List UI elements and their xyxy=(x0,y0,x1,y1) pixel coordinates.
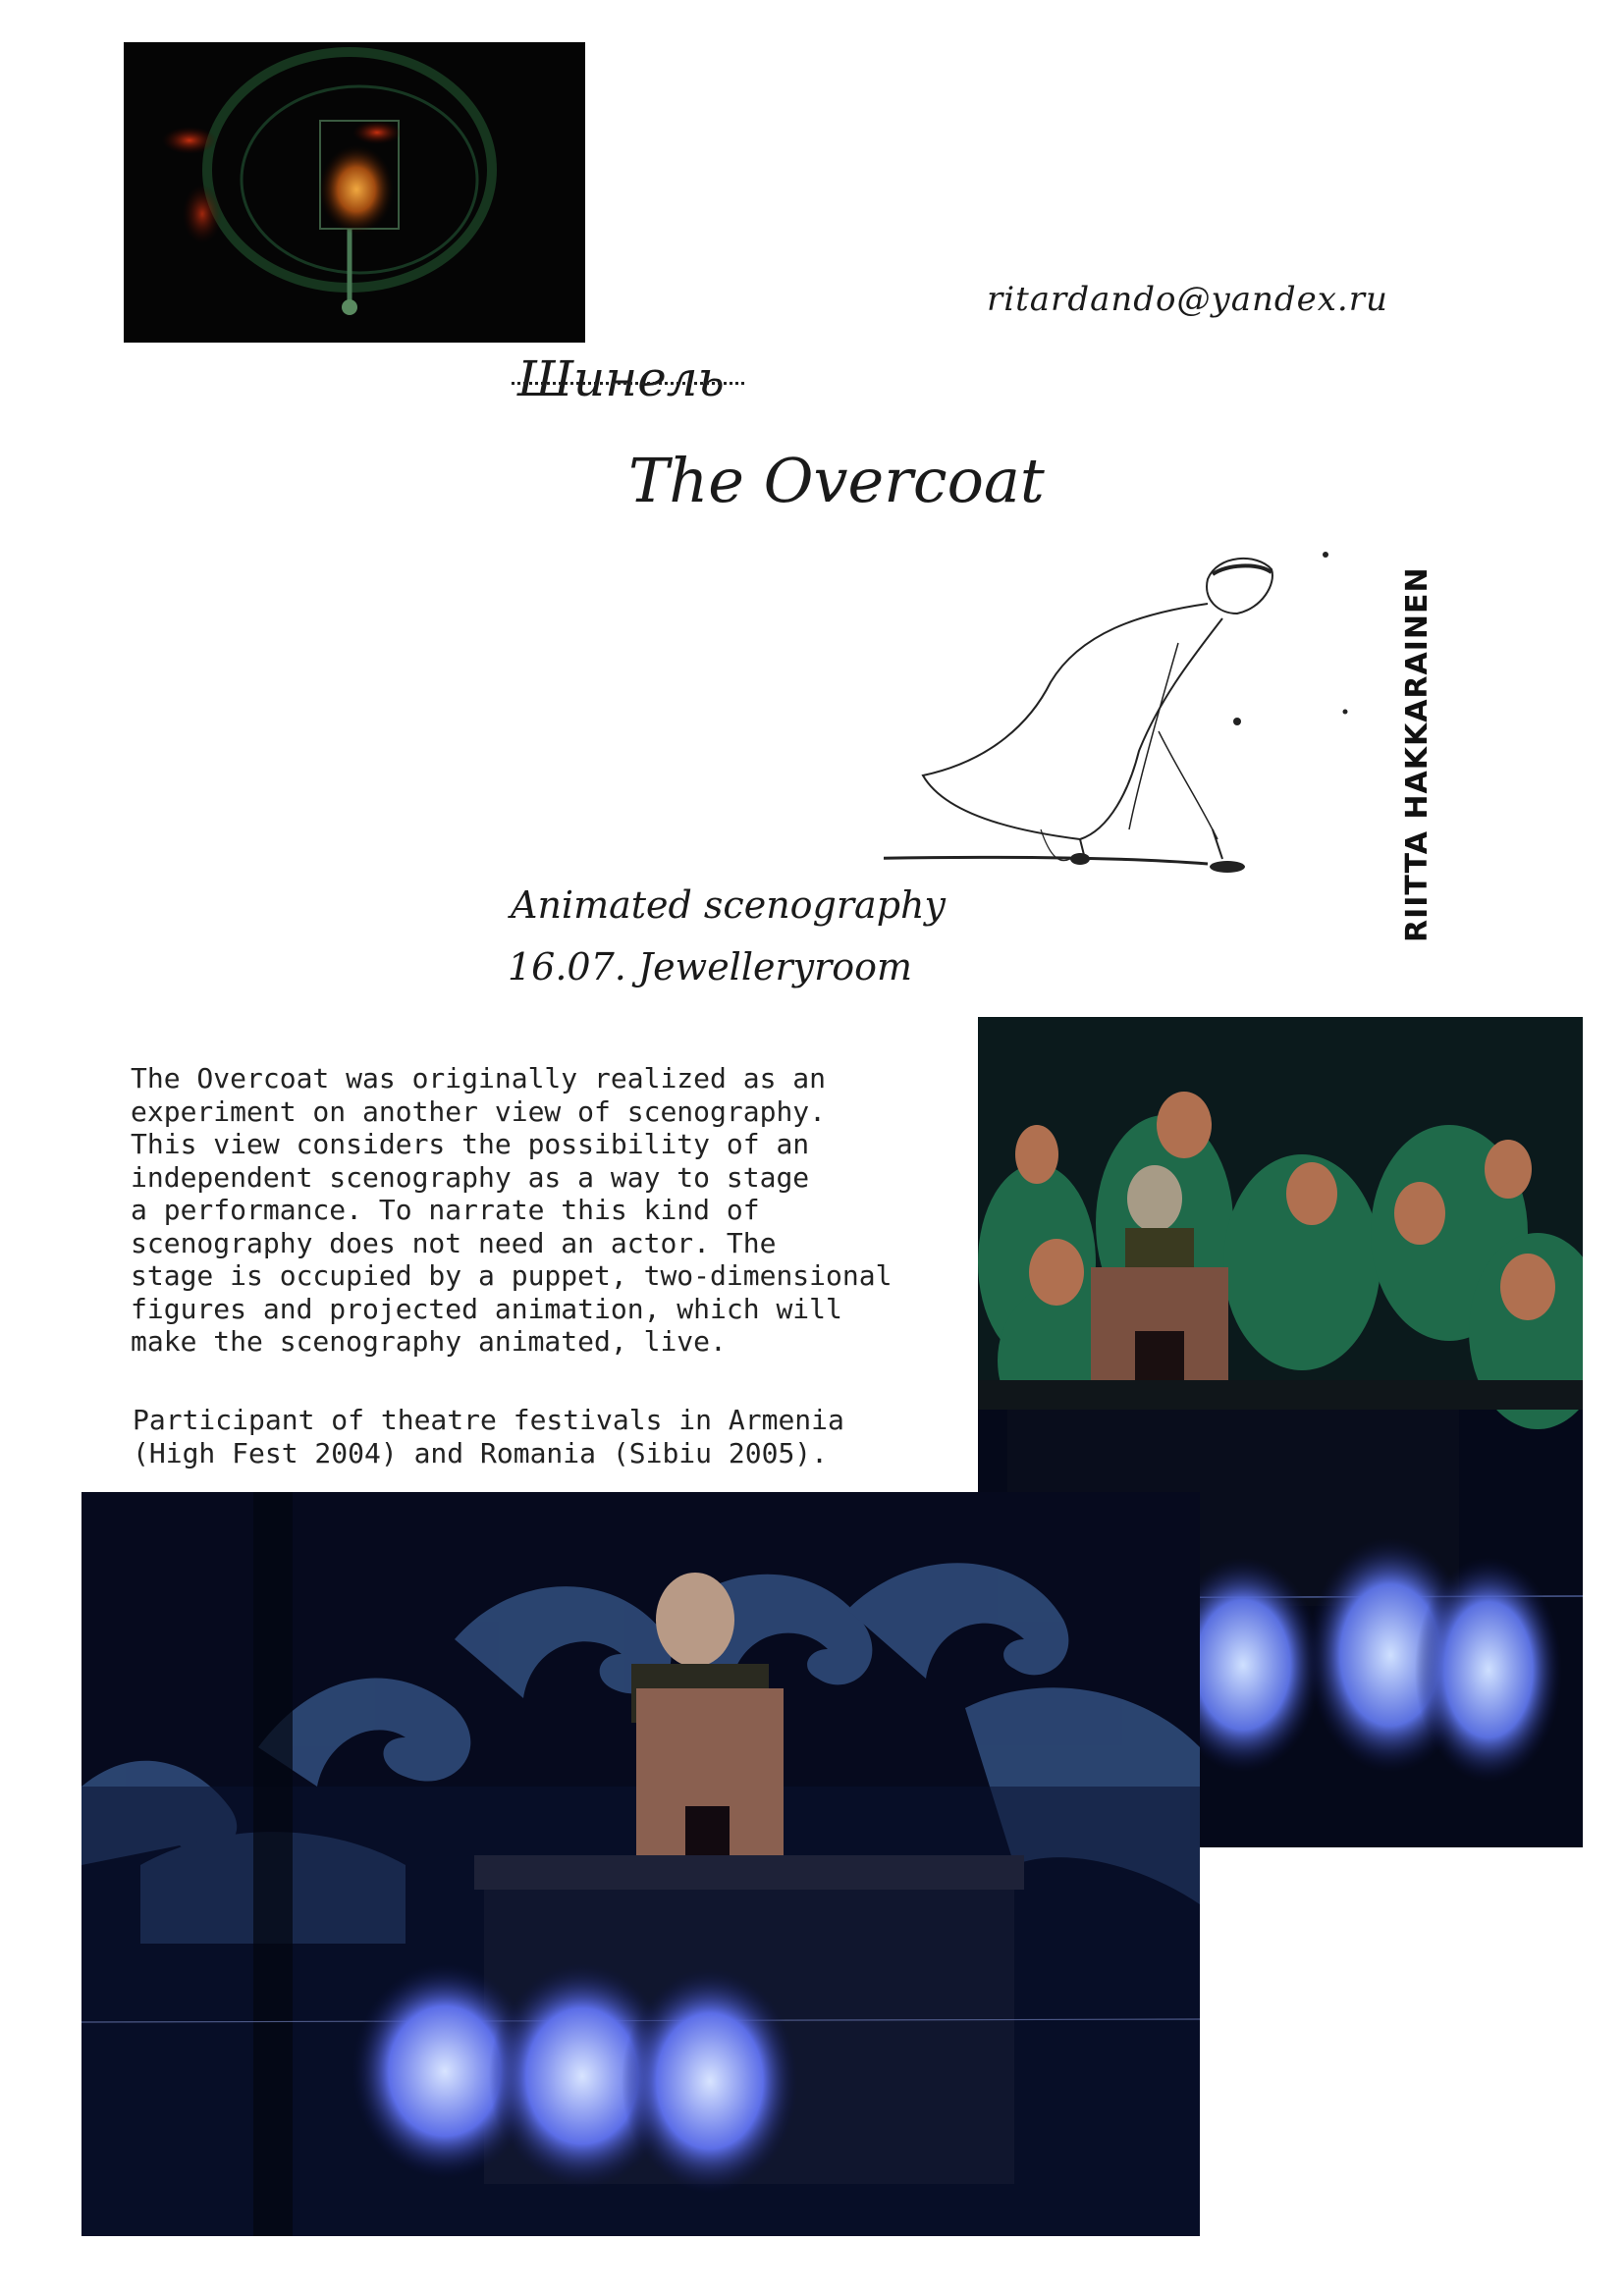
description-line: a performance. To narrate this kind of xyxy=(131,1194,760,1226)
overcoat-sketch-illustration xyxy=(884,535,1375,888)
stage-photo-puppet-waves-image xyxy=(81,1492,1200,2236)
description-line: This view considers the possibility of an xyxy=(131,1128,810,1160)
description-line: independent scenography as a way to stage xyxy=(131,1160,810,1194)
description-line: The Overcoat was originally realized as an xyxy=(131,1062,827,1095)
subtitle-line-2: 16.07. Jewelleryroom xyxy=(508,945,913,988)
subtitle-line-1: Animated scenography xyxy=(511,883,946,927)
description-paragraph xyxy=(131,1062,975,1359)
author-name: RIITTA HAKKARAINEN xyxy=(1400,566,1435,942)
overcoat-sketch-image xyxy=(884,535,1375,888)
stage-photo-puppet-cage-image xyxy=(124,42,585,343)
description-line: make the scenography animated, live. xyxy=(131,1325,727,1358)
description-line: figures and projected animation, which will xyxy=(131,1292,842,1325)
strike-line xyxy=(512,382,744,385)
participation-line: Participant of theatre festivals in Armenia xyxy=(133,1404,844,1436)
crossed-out-word-text: Шинель xyxy=(517,350,725,407)
email-address: ritardando@yandex.ru xyxy=(987,280,1388,319)
crossed-out-word xyxy=(517,350,725,407)
description-line: stage is occupied by a puppet, two-dimensional xyxy=(131,1259,893,1292)
description-line: experiment on another view of scenography. xyxy=(131,1095,827,1128)
description-line: scenography does not need an actor. The xyxy=(131,1226,777,1259)
stage-photo-puppet-waves xyxy=(81,1492,1200,2236)
participation-paragraph xyxy=(133,1404,977,1469)
stage-photo-puppet-cage xyxy=(124,42,585,343)
participation-line: (High Fest 2004) and Romania (Sibiu 2005). xyxy=(133,1436,829,1469)
page-title: The Overcoat xyxy=(628,445,1045,516)
